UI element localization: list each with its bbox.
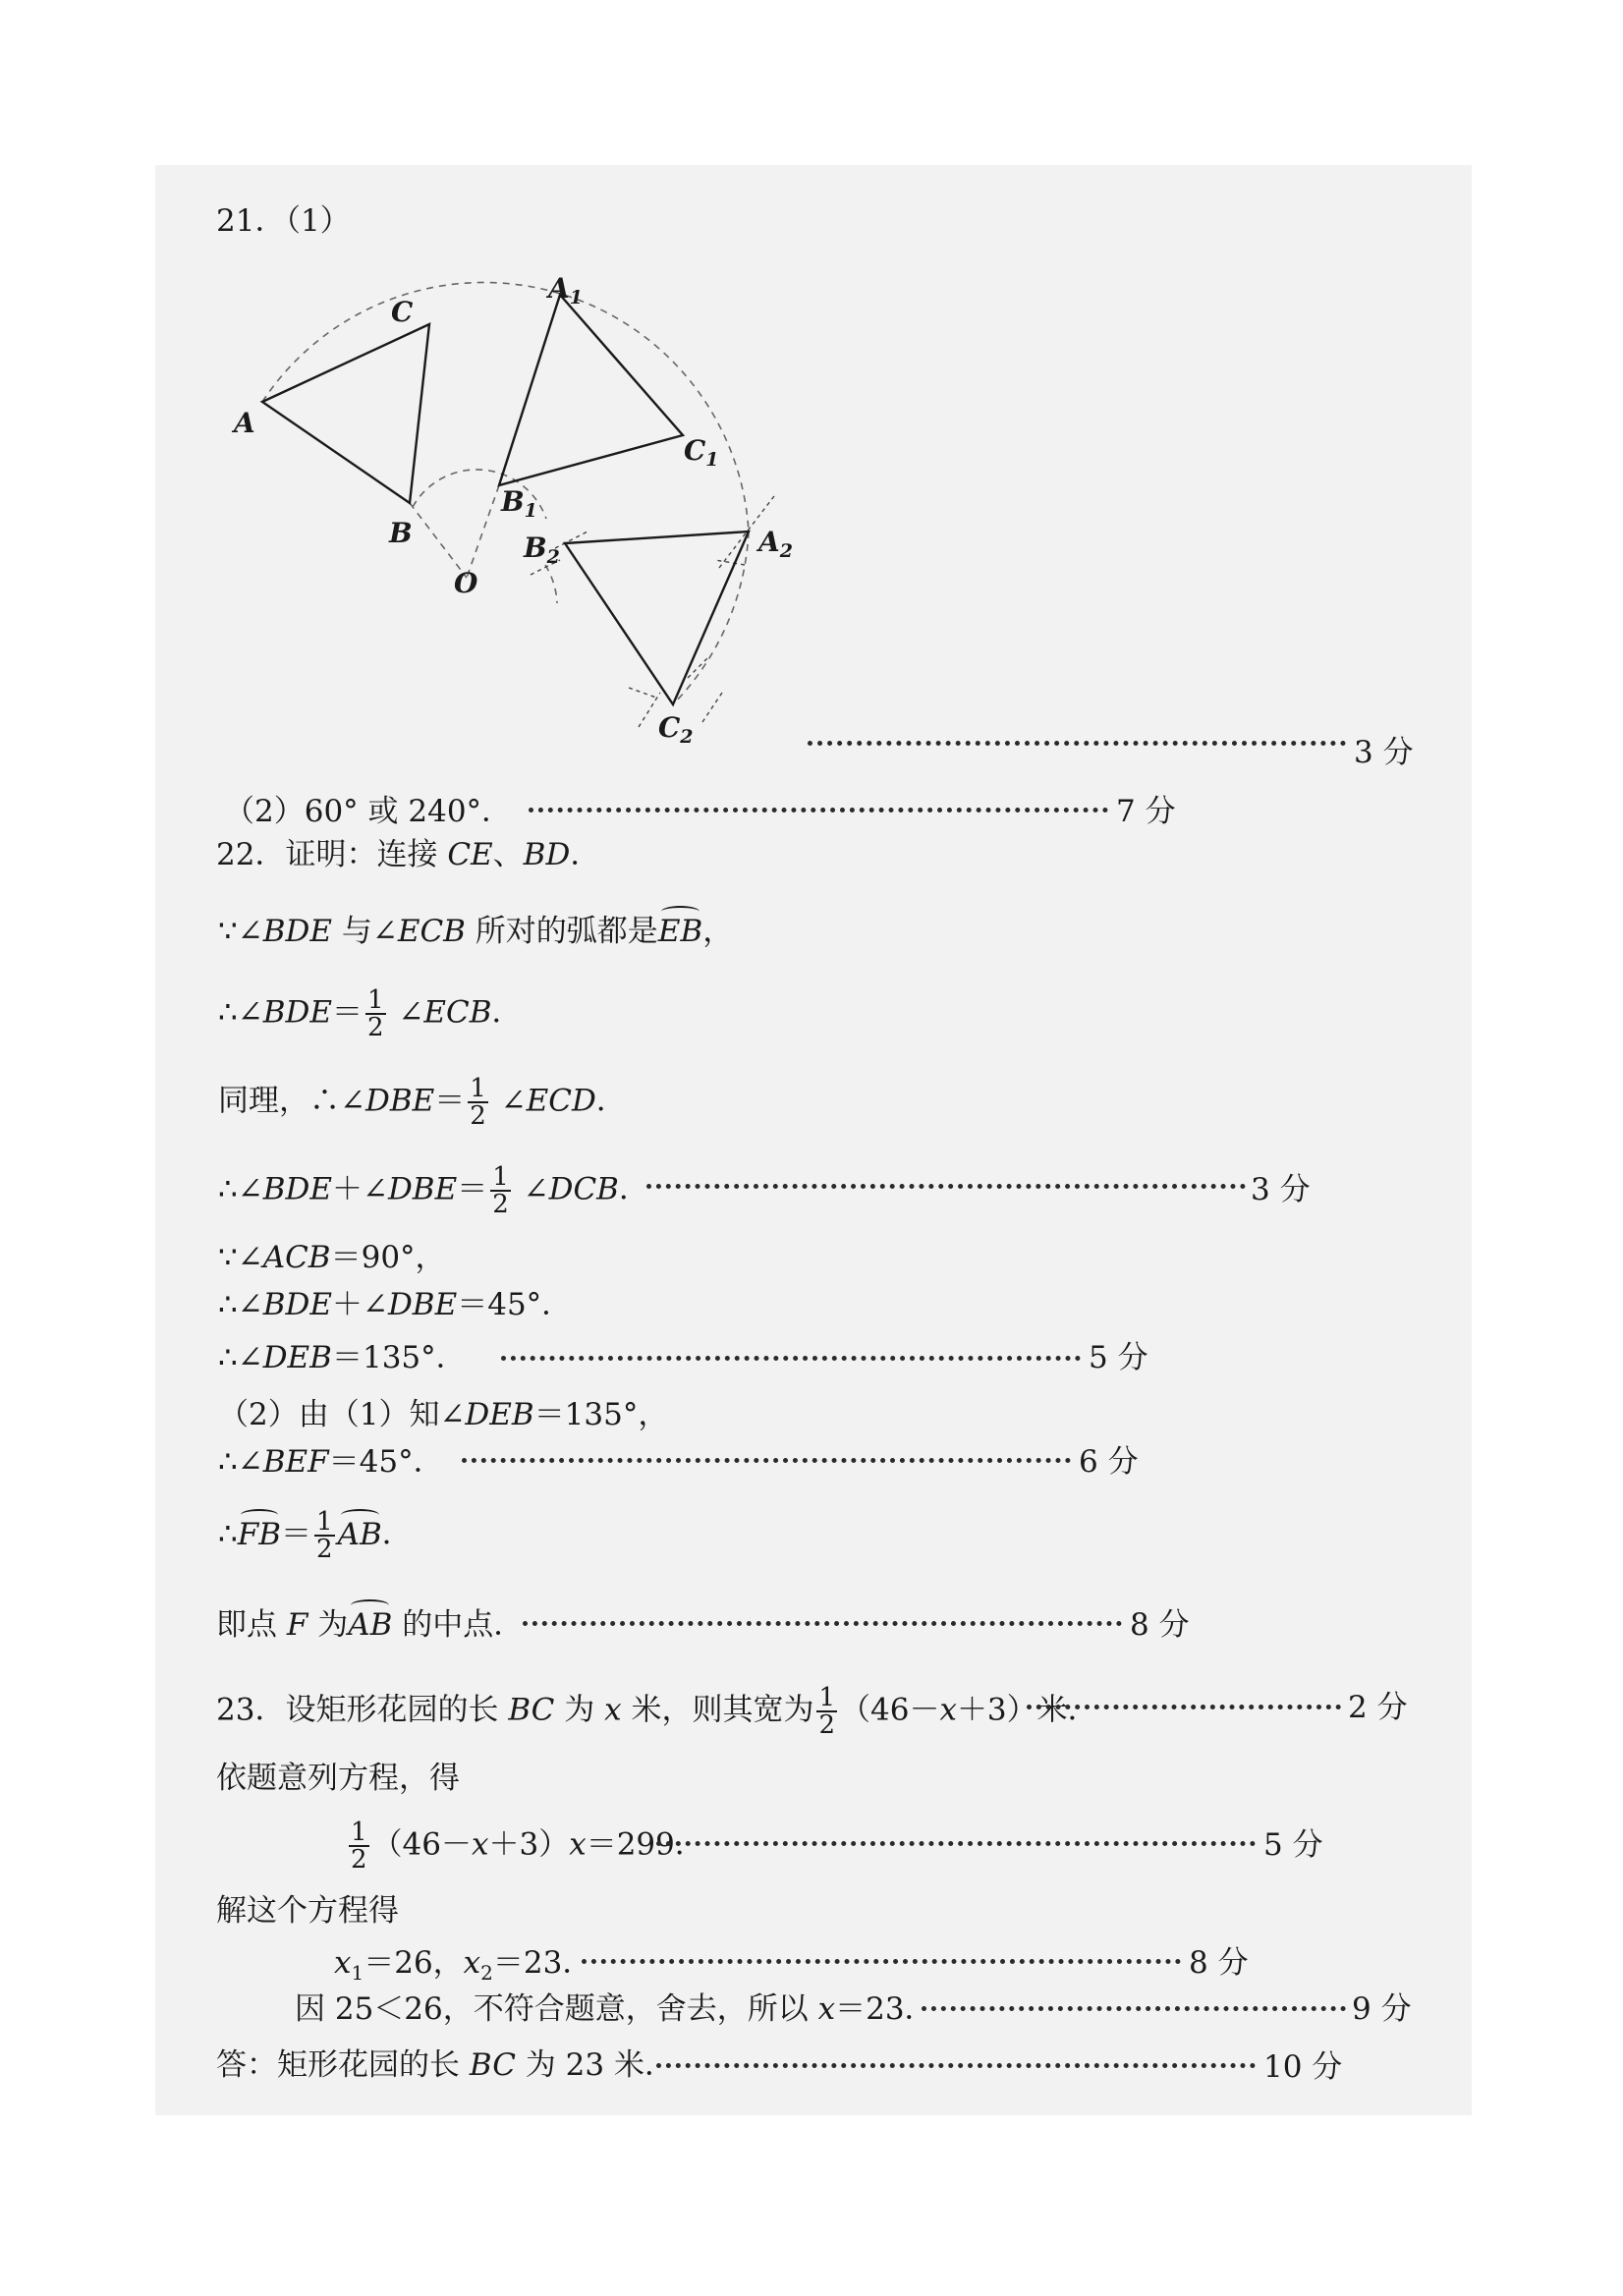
- fraction-half: $\frac{1}{2}$: [366, 985, 384, 1042]
- dot-leader: [501, 1356, 1081, 1361]
- score-q21-2: 7 分: [1116, 794, 1176, 829]
- triangle-A2B2C2: [565, 532, 749, 704]
- score-q22-6: 6 分: [1079, 1444, 1139, 1480]
- fraction-half: $\frac{1}{2}$: [351, 1818, 367, 1875]
- score-q23-9: 9 分: [1352, 1991, 1412, 2027]
- dot-leader: [808, 741, 1346, 746]
- q22-line-1: 22．证明：连接 CE、BD．: [216, 837, 601, 872]
- q21-part2: （2）60° 或 240°．: [224, 794, 513, 829]
- label-A1: $A_1$: [548, 272, 583, 308]
- dot-leader: [529, 808, 1108, 812]
- dot-leader: [656, 2063, 1256, 2068]
- score-q22-8: 8 分: [1130, 1607, 1190, 1643]
- line-B1-O: [467, 485, 499, 578]
- q23-line-7: 答：矩形花园的长 BC 为 23 米．: [216, 2047, 675, 2083]
- score-q23-2: 2 分: [1348, 1690, 1408, 1725]
- dot-leader: [523, 1621, 1122, 1626]
- dot-leader: [646, 1184, 1246, 1189]
- dot-leader: [656, 1841, 1256, 1846]
- q22-line-2: ∵∠BDE 与∠ECB 所对的弧都是EB，: [218, 914, 734, 949]
- label-B2: $B_2$: [524, 532, 560, 568]
- q22-line-7: ∴∠BDE＋∠DBE＝45°．: [218, 1287, 573, 1322]
- q22-line-6: ∵∠ACB＝90°，: [218, 1240, 446, 1275]
- q23-line-5: $x_1=26$，$x_2=23$．: [334, 1945, 593, 1986]
- q23-line-1: 23．设矩形花园的长 BC 为 x 米，则其宽为 $\frac{1}{2}$ （46－x＋3）米．: [216, 1683, 1098, 1740]
- dot-leader: [462, 1458, 1071, 1463]
- q23-line-4: 解这个方程得: [216, 1893, 399, 1929]
- q22-line-3: ∴∠BDE＝ $\frac{1}{2}$ ∠ECB．: [218, 985, 523, 1042]
- label-B1: $B_1$: [501, 485, 537, 522]
- rotation-figure: [221, 265, 830, 756]
- arc-B2-mark: [545, 565, 557, 603]
- q23-line-3: $\frac{1}{2}$ （46－x＋3）x＝299．: [351, 1818, 705, 1875]
- score-q22-3: 3 分: [1251, 1172, 1311, 1207]
- fraction-half: $\frac{1}{2}$: [470, 1074, 486, 1131]
- score-q21-1: 3 分: [1354, 735, 1414, 770]
- q22-line-8: ∴∠DEB＝135°．: [218, 1340, 467, 1375]
- q22-line-5: ∴∠BDE＋∠DBE＝ $\frac{1}{2}$ ∠DCB．: [218, 1162, 649, 1219]
- q22-line-12: 即点 F 为AB 的中点．: [216, 1607, 525, 1643]
- label-C: C: [391, 296, 414, 328]
- q23-line-6: 因 25＜26，不符合题意，舍去，所以 x＝23．: [295, 1991, 935, 2027]
- q23-line-2: 依题意列方程，得: [216, 1761, 460, 1796]
- dot-leader: [582, 1959, 1181, 1964]
- score-q23-8: 8 分: [1189, 1945, 1249, 1981]
- score-q23-5: 5 分: [1263, 1827, 1323, 1863]
- fraction-half: $\frac{1}{2}$: [492, 1162, 509, 1219]
- triangle-ABC: [262, 324, 429, 503]
- label-C1: $C_1$: [684, 434, 719, 471]
- score-q22-5: 5 分: [1089, 1340, 1148, 1375]
- q22-line-11: ∴FB＝ $\frac{1}{2}$ AB．: [218, 1507, 413, 1564]
- dot-leader: [922, 2006, 1346, 2011]
- q22-line-9: （2）由（1）知∠DEB＝135°，: [218, 1397, 669, 1432]
- fraction-half: $\frac{1}{2}$: [316, 1507, 333, 1564]
- label-O: O: [454, 567, 478, 599]
- dot-leader: [1027, 1705, 1341, 1709]
- label-A2: $A_2$: [758, 526, 793, 562]
- label-C2: $C_2$: [658, 711, 694, 748]
- triangle-A1B1C1: [499, 295, 683, 485]
- q22-line-10: ∴∠BEF＝45°．: [218, 1444, 444, 1480]
- label-B: B: [389, 517, 413, 549]
- q21-header: 21．（1）: [216, 203, 351, 239]
- label-A: A: [234, 407, 255, 439]
- score-q23-10: 10 分: [1263, 2049, 1343, 2085]
- fraction-half: $\frac{1}{2}$: [818, 1683, 835, 1740]
- q22-line-4: 同理，∴∠DBE＝ $\frac{1}{2}$ ∠ECD．: [218, 1074, 627, 1131]
